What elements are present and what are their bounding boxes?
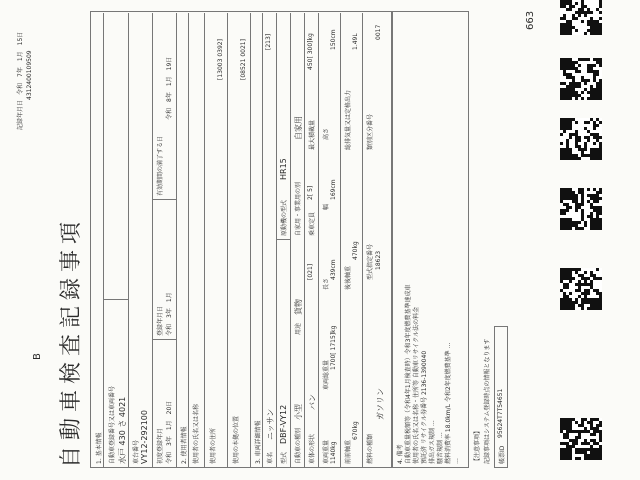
page-number: 663: [525, 10, 536, 30]
section2-heading: 2. 使用者情報: [181, 426, 188, 464]
displacement-label: 総排気量又は定格出力: [345, 89, 352, 150]
vin-label: 車台番号: [133, 439, 140, 464]
remark-line: 預託済 リサイクル券番号 2136-1390040: [421, 350, 428, 464]
use-label: 用途: [295, 322, 302, 335]
remark-line: 騒音規制 …: [437, 432, 444, 464]
capacity-value: 2[ 5]: [307, 185, 314, 200]
model-label: 型式: [281, 451, 288, 464]
weight-label: 車両重量: [323, 439, 330, 464]
expiry-value: 令和 8年 1月 19日: [166, 56, 173, 120]
first-registration-label: 初度登録年月: [157, 427, 164, 464]
certificate-number: 4312400109509: [26, 50, 33, 100]
use-value: 貨物: [294, 299, 303, 315]
weight-value: 1140kg: [330, 441, 337, 464]
remark-line: 燃料消費率 18.0km/L 令和2年度燃費基準 …: [445, 342, 452, 464]
registration-value: 水戸 430 さ 4021: [118, 396, 127, 464]
id-value: 95624T7T54651: [497, 388, 504, 438]
section3-heading: 3. 車両詳細情報: [255, 420, 262, 464]
gross-weight-value: 1700[ 1715]kg: [330, 325, 337, 370]
type-number-value: 18623: [375, 250, 382, 270]
length-value: 439cm: [330, 259, 337, 280]
class-number-label: 類別区分番号: [367, 113, 374, 150]
remark-line: 自動車重量税額等（令和4年1月検査時）令和3年度燃費基準達成車: [405, 284, 412, 464]
length-label: 長さ: [323, 277, 330, 290]
rear-axle-label: 後後軸重: [345, 265, 352, 290]
fuel-value: ガソリン: [376, 388, 385, 420]
body-value: バン: [308, 394, 317, 410]
maker-code: [213]: [265, 33, 272, 50]
qr-bottom-code: [560, 418, 602, 460]
mark-b: B: [32, 353, 43, 360]
front-axle-value: 670kg: [352, 421, 359, 440]
maker-label: 車名: [267, 451, 274, 464]
user-address-code: [13003 0392]: [217, 39, 224, 80]
body-label: 車体の形状: [309, 433, 316, 464]
type-number-label: 型式指定番号: [367, 243, 374, 280]
section1-heading: 1. 基本情報: [96, 432, 103, 464]
document-title: 自動車検査記録事項: [59, 215, 84, 468]
maker-value: ニッサン: [266, 408, 275, 440]
qr-3-code: [560, 118, 602, 160]
engine-value: HR15: [279, 158, 288, 180]
width-label: 幅: [323, 203, 330, 210]
remark-line: …: [453, 458, 460, 464]
model-value: DBF-VY12: [279, 404, 288, 444]
engine-label: 原動機の型式: [281, 199, 288, 236]
section4-heading: 4. 備考: [397, 444, 404, 464]
class-number-value: 0017: [375, 24, 382, 40]
base-location-code: [08521 0021]: [240, 39, 247, 80]
fuel-label: 燃料の種類: [367, 433, 374, 464]
front-axle-label: 前前軸重: [345, 439, 352, 464]
displacement-value: 1.49L: [352, 33, 359, 50]
height-label: 高さ: [323, 127, 330, 140]
gross-weight-label: 車両総重量: [323, 359, 330, 390]
remark-line: 使用者の氏名又は名称・住所等 自動車リサイクル法の料金: [413, 306, 420, 464]
qr-2-code: [560, 58, 602, 100]
id-label: 帳票ID: [499, 445, 506, 464]
kind-value: 小型: [294, 404, 303, 420]
registration-label: 自動車登録番号又は車両番号: [109, 385, 116, 464]
record-date-label: 記録年月日: [17, 99, 24, 130]
height-value: 150cm: [330, 29, 337, 50]
capacity-label: 乗車定員: [309, 211, 316, 236]
record-date-value: 令和 7年 1月 15日: [17, 31, 24, 95]
payload-label: 最大積載量: [309, 119, 316, 150]
purpose-label: 自家用・事業用の別: [295, 181, 302, 236]
purpose-value: 自家用: [294, 116, 303, 140]
first-registration-value: 令和 3年 1月 20日: [166, 400, 173, 464]
qr-top-code: [560, 0, 602, 35]
qr-4-code: [560, 188, 602, 230]
remarks-list: [405, 285, 461, 464]
notes-heading: 【注意事項】: [474, 427, 481, 464]
payload-value: 450[ 300]kg: [307, 33, 314, 70]
width-value: 169cm: [330, 179, 337, 200]
user-address-label: 使用者の住所: [210, 427, 217, 464]
base-location-label: 使用の本拠の位置: [233, 415, 240, 464]
qr-5-code: [560, 268, 602, 310]
body-code: [021]: [307, 263, 314, 280]
vin-value: VY12-292100: [140, 410, 149, 464]
registration-date-label: 登録年月日: [157, 305, 164, 336]
user-name-label: 使用者の氏名又は名称: [193, 403, 200, 464]
kind-label: 自動車の種別: [295, 427, 302, 464]
registration-date-value: 令和 3年 1月: [166, 292, 173, 336]
rear-axle-value: 470kg: [352, 241, 359, 260]
notes-text: 記録事項はシステム登録時点の情報となります: [484, 338, 491, 464]
remark-line: 排出ガス規制 …: [429, 420, 436, 464]
expiry-label: 有効期間の満了する日: [157, 135, 164, 196]
